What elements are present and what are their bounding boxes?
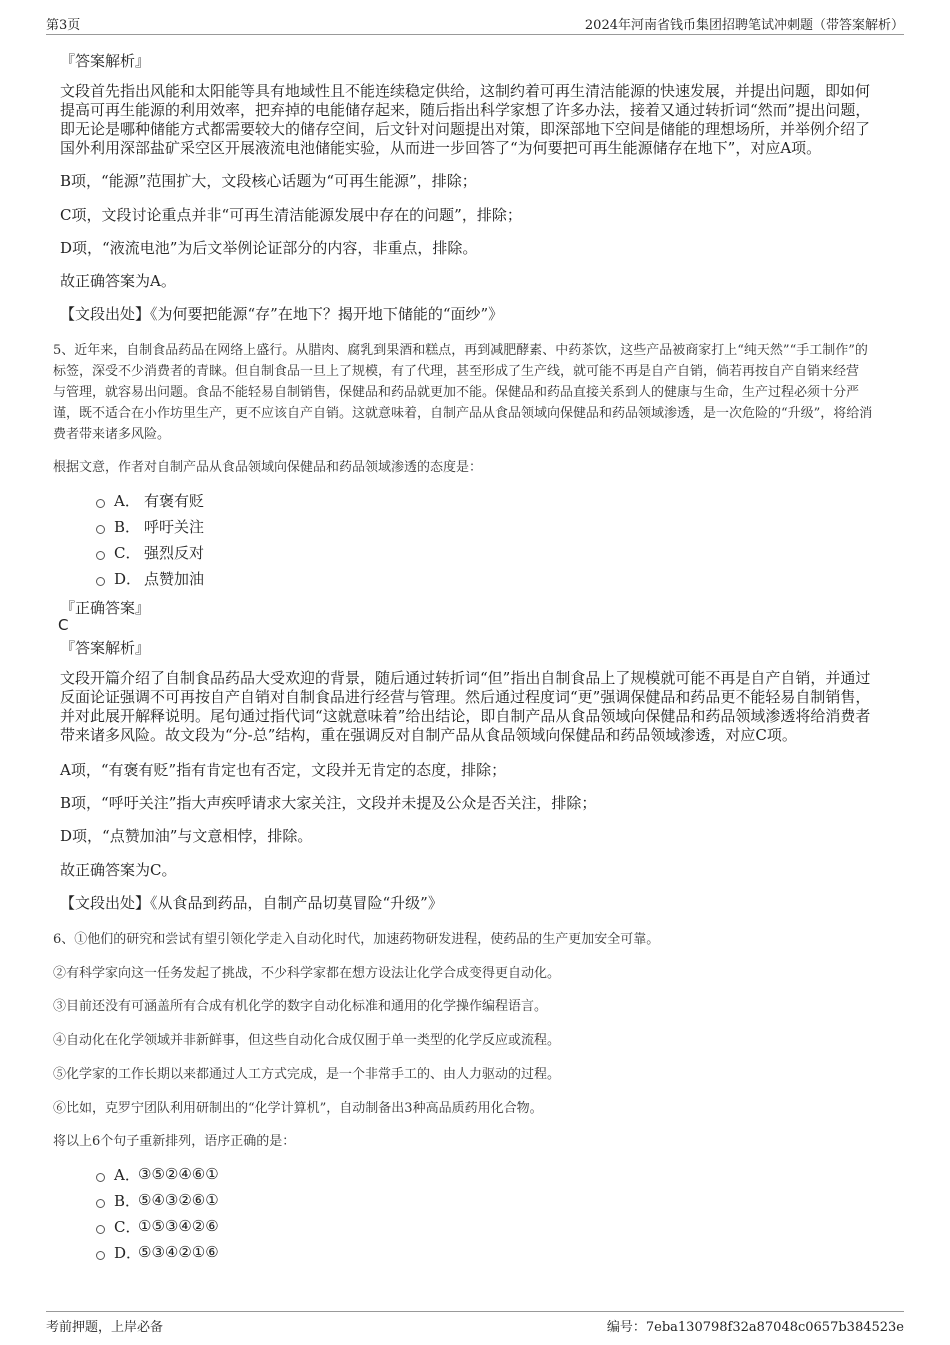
radio-icon[interactable] [96, 1199, 105, 1208]
q5-analysis-label: 『答案解析』 [60, 639, 151, 657]
q5-stem [53, 340, 903, 445]
q5-answer: C [58, 616, 69, 634]
q4-analysis-line: 文段首先指出风能和太阳能等具有地域性且不能连续稳定供给，这制约着可再生清洁能源的快速发展，并提出问题，即如何 [60, 82, 871, 100]
q4-analysis-label: 『答案解析』 [60, 52, 151, 70]
q6-question: 将以上6个句子重新排列，语序正确的是： [53, 1134, 296, 1149]
document-title: 2024年河南省钱币集团招聘笔试冲刺题（带答案解析） [584, 18, 904, 33]
q5-analysis-line: 并对此展开解释说明。尾句通过指代词“这就意味着”给出结论，即自制产品从食品领域向保健品和药品领域渗透将给消费者 [60, 707, 871, 725]
radio-icon[interactable] [96, 1225, 105, 1234]
q4-option-c-explain: C项，文段讨论重点并非“可再生清洁能源发展中存在的问题”，排除； [60, 206, 522, 224]
q4-analysis-line: 即无论是哪种储能方式都需要较大的储存空间，后文针对问题提出对策，即深部地下空间是储能的理想场所，并举例介绍了 [60, 120, 871, 138]
radio-icon[interactable] [96, 1173, 105, 1182]
radio-icon[interactable] [96, 551, 105, 560]
q6-sentence-1: 6、①他们的研究和尝试有望引领化学走入自动化时代，加速药物研发进程，使药品的生产更加安全可靠。 [53, 932, 660, 947]
q5-analysis-line: 文段开篇介绍了自制食品药品大受欢迎的背景，随后通过转折词“但”指出自制食品上了规模就可能不再是自产自销，并通过 [60, 669, 871, 687]
q5-option-d-explain: D项，“点赞加油”与文意相悖，排除。 [60, 827, 313, 845]
document-code: 编号：7eba130798f32a87048c0657b384523e [606, 1320, 904, 1335]
q5-stem-line: 标签，深受不少消费者的青睐。但自制食品一旦上了规模，有了代理，甚至形成了生产线，就可能不再是自产自销，倘若再按自产自销来经营 [53, 364, 860, 379]
q5-answer-label: 『正确答案』 [60, 599, 151, 617]
q5-stem-line: 5、近年来，自制食品药品在网络上盛行。从腊肉、腐乳到果酒和糕点，再到减肥酵素、中药茶饮，这些产品被商家打上“纯天然”“手工制作”的 [53, 343, 868, 358]
q5-stem-line: 谨，既不适合在小作坊里生产，更不应该自产自销。这就意味着，自制产品从食品领域向保健品和药品领域渗透，是一次危险的“升级”，将给消 [53, 406, 873, 421]
q4-conclusion: 故正确答案为A。 [60, 272, 176, 290]
page-footer [46, 1311, 904, 1336]
q6-option-c[interactable]: C． ①⑤③④②⑥ [96, 1216, 219, 1236]
q6-option-d[interactable]: D． ⑤③④②①⑥ [96, 1242, 219, 1262]
q5-option-d[interactable]: D． 点赞加油 [96, 568, 204, 588]
q5-analysis-line: 反面论证强调不可再按自产自销对自制食品进行经营与管理。然后通过程度词“更”强调保健品和药品更不能轻易自制销售， [60, 688, 871, 706]
page-number: 第3页 [46, 18, 81, 33]
q5-option-c[interactable]: C． 强烈反对 [96, 542, 204, 562]
q4-option-d-explain: D项，“液流电池”为后文举例论证部分的内容，非重点，排除。 [60, 239, 478, 257]
q6-sentence-6: ⑥比如，克罗宁团队利用研制出的“化学计算机”，自动制备出3种高品质药用化合物。 [53, 1101, 543, 1116]
q4-analysis [60, 82, 900, 158]
q6-sentence-3: ③目前还没有可涵盖所有合成有机化学的数字自动化标准和通用的化学操作编程语言。 [53, 999, 548, 1014]
q5-question: 根据文意，作者对自制产品从食品领域向保健品和药品领域渗透的态度是： [53, 460, 483, 475]
q5-stem-line: 与管理，就容易出问题。食品不能轻易自制销售，保健品和药品就更加不能。保健品和药品直接关系到人的健康与生命，生产过程必须十分严 [53, 385, 860, 400]
q4-analysis-line: 提高可再生能源的利用效率，把弃掉的电能储存起来，随后指出科学家想了许多办法，接着又通过转折词“然而”提出问题， [60, 101, 871, 119]
radio-icon[interactable] [96, 1251, 105, 1260]
q5-option-a-explain: A项，“有褒有贬”指有肯定也有否定，文段并无肯定的态度，排除； [60, 761, 507, 779]
q5-stem-line: 费者带来诸多风险。 [53, 427, 171, 442]
q4-source: 【文段出处】《为何要把能源“存”在地下？揭开地下储能的“面纱”》 [60, 305, 504, 323]
page-header [46, 12, 904, 35]
q5-source: 【文段出处】《从食品到药品，自制产品切莫冒险“升级”》 [60, 894, 443, 912]
q5-option-b-explain: B项，“呼吁关注”指大声疾呼请求大家关注，文段并未提及公众是否关注，排除； [60, 794, 597, 812]
q6-sentence-2: ②有科学家向这一任务发起了挑战，不少科学家都在想方设法让化学合成变得更自动化。 [53, 966, 561, 981]
q4-option-b-explain: B项，“能源”范围扩大，文段核心话题为“可再生能源”，排除； [60, 172, 477, 190]
q5-conclusion: 故正确答案为C。 [60, 861, 177, 879]
radio-icon[interactable] [96, 577, 105, 586]
q5-option-a[interactable]: A． 有褒有贬 [96, 490, 204, 510]
q6-option-a[interactable]: A． ③⑤②④⑥① [96, 1164, 219, 1184]
q5-option-b[interactable]: B． 呼吁关注 [96, 516, 204, 536]
q5-analysis-line: 带来诸多风险。故文段为“分-总”结构，重在强调反对自制产品从食品领域向保健品和药品领域渗透，对应C项。 [60, 726, 797, 744]
q6-sentence-5: ⑤化学家的工作长期以来都通过人工方式完成，是一个非常手工的、由人力驱动的过程。 [53, 1067, 561, 1082]
radio-icon[interactable] [96, 525, 105, 534]
radio-icon[interactable] [96, 499, 105, 508]
q5-analysis [60, 669, 900, 745]
q6-option-b[interactable]: B． ⑤④③②⑥① [96, 1190, 219, 1210]
q6-sentence-4: ④自动化在化学领域并非新鲜事，但这些自动化合成仅囿于单一类型的化学反应或流程。 [53, 1033, 561, 1048]
q4-analysis-line: 国外利用深部盐矿采空区开展液流电池储能实验，从而进一步回答了“为何要把可再生能源储存在地下”，对应A项。 [60, 139, 822, 157]
footer-slogan: 考前押题，上岸必备 [46, 1320, 164, 1335]
